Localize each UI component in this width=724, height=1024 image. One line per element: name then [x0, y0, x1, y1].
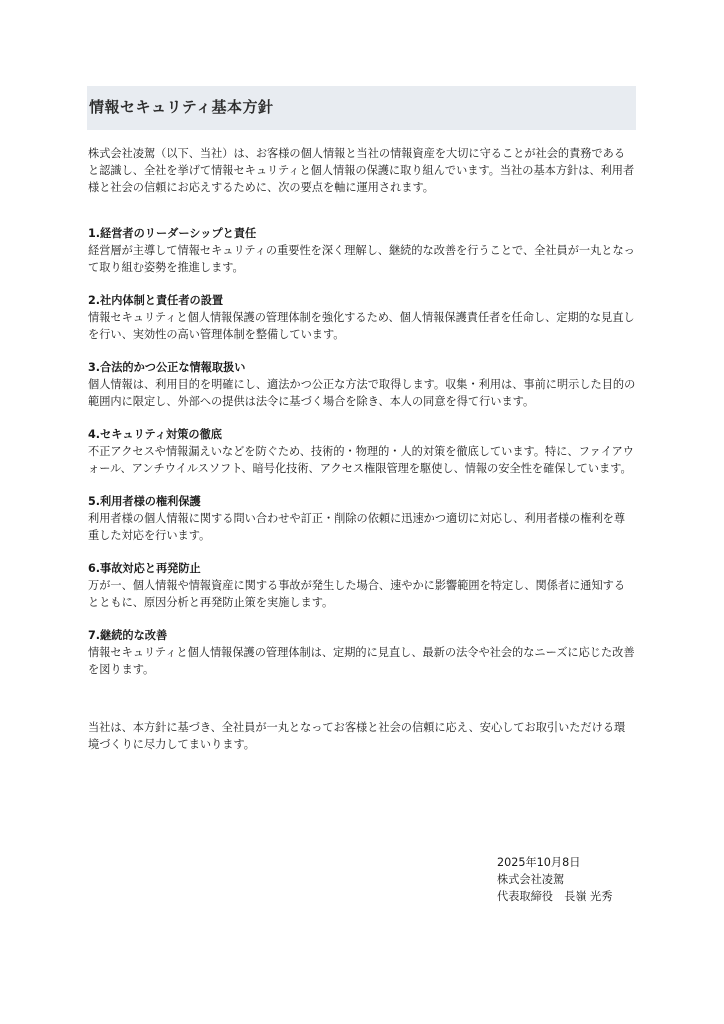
section-body: 個人情報は、利用目的を明確にし、適法かつ公正な方法で取得します。収集・利用は、事前に明示した目的の範囲内に限定し、外部への提供は法令に基づく場合を除き、本人の同意を得て行います。: [88, 378, 636, 408]
section-body: 情報セキュリティと個人情報保護の管理体制は、定期的に見直し、最新の法令や社会的なニーズに応じた改善を図ります。: [88, 646, 635, 676]
section-body: 利用者様の個人情報に関する問い合わせや訂正・削除の依頼に迅速かつ適切に対応し、利用者様の権利を尊重した対応を行います。: [88, 512, 626, 542]
section-body: 情報セキュリティと個人情報保護の管理体制を強化するため、個人情報保護責任者を任命し、定期的な見直しを行い、実効性の高い管理体制を整備しています。: [88, 311, 635, 341]
section-2: [88, 292, 636, 343]
section-5: [88, 493, 636, 544]
section-heading: 1.経営者のリーダーシップと責任: [88, 227, 257, 240]
section-heading: 4.セキュリティ対策の徹底: [88, 428, 222, 441]
policy-content: [88, 145, 636, 753]
signature-representative: 代表取締役 長嶺 光秀: [497, 890, 613, 903]
page-title: 情報セキュリティ基本方針: [89, 98, 274, 116]
signature-block: [497, 854, 612, 905]
signature-date: 2025年10月8日: [497, 856, 581, 869]
section-heading: 6.事故対応と再発防止: [88, 562, 201, 575]
section-body: 万が一、個人情報や情報資産に関する事故が発生した場合、速やかに影響範囲を特定し、関係者に通知するとともに、原因分析と再発防止策を実施します。: [88, 579, 626, 609]
title-band: [87, 86, 636, 130]
section-heading: 3.合法的かつ公正な情報取扱い: [88, 361, 246, 374]
section-7: [88, 627, 636, 678]
section-body: 経営層が主導して情報セキュリティの重要性を深く理解し、継続的な改善を行うことで、全社員が一丸となって取り組む姿勢を推進します。: [88, 244, 635, 274]
signature-company: 株式会社凌駕: [497, 873, 565, 886]
section-1: [88, 225, 636, 276]
closing-paragraph: 当社は、本方針に基づき、全社員が一丸となってお客様と社会の信頼に応え、安心してお取引いただける環境づくりに尽力してまいります。: [88, 721, 626, 751]
section-heading: 5.利用者様の権利保護: [88, 495, 201, 508]
section-3: [88, 359, 636, 410]
intro-paragraph: 株式会社凌駕（以下、当社）は、お客様の個人情報と当社の情報資産を大切に守ることが社会的責務であると認識し、全社を挙げて情報セキュリティと個人情報の保護に取り組んでいます。当社の基本方針は、利用者様と社会の信頼にお応えするために、次の要点を軸に運用されます。: [88, 147, 635, 194]
section-heading: 2.社内体制と責任者の設置: [88, 294, 224, 307]
section-heading: 7.継続的な改善: [88, 629, 168, 642]
section-6: [88, 560, 636, 611]
section-body: 不正アクセスや情報漏えいなどを防ぐため、技術的・物理的・人的対策を徹底しています。特に、ファイアウォール、アンチウイルスソフト、暗号化技術、アクセス権限管理を駆使し、情報の安全性を確保しています。: [88, 445, 634, 475]
section-4: [88, 426, 636, 477]
